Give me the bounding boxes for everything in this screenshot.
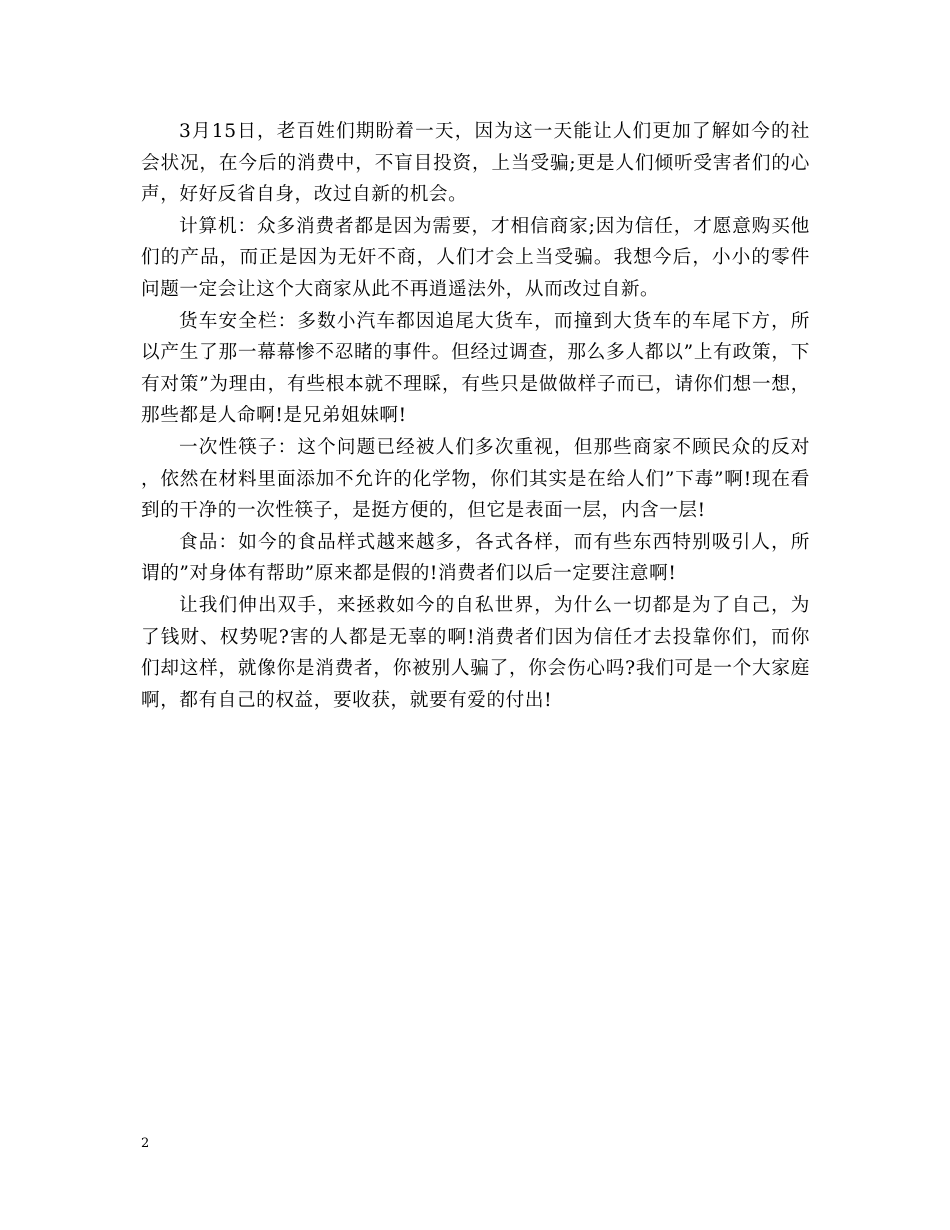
document-body <box>141 116 810 716</box>
paragraph-disposable-chopsticks: 一次性筷子：这个问题已经被人们多次重视，但那些商家不顾民众的反对，依然在材料里面添加不允许的化学物，你们其实是在给人们”下毒”啊!现在看到的干净的一次性筷子，是挺方便的，但它是表面一层，内含一层! <box>141 436 810 522</box>
page-number: 2 <box>141 1136 150 1151</box>
paragraph-conclusion: 让我们伸出双手，来拯救如今的自私世界，为什么一切都是为了自己，为了钱财、权势呢?害的人都是无辜的啊!消费者们因为信任才去投靠你们，而你们却这样，就像你是消费者，你被别人骗了，你会伤心吗?我们可是一个大家庭啊，都有自己的权益，要收获，就要有爱的付出! <box>141 594 810 711</box>
paragraph-food: 食品：如今的食品样式越来越多，各式各样，而有些东西特别吸引人，所谓的”对身体有帮助”原来都是假的!消费者们以后一定要注意啊! <box>141 531 810 585</box>
paragraph-computer: 计算机：众多消费者都是因为需要，才相信商家;因为信任，才愿意购买他们的产品，而正是因为无奸不商，人们才会上当受骗。我想今后，小小的零件问题一定会让这个大商家从此不再逍遥法外，从而改过自新。 <box>141 215 810 300</box>
paragraph-truck-guardrail: 货车安全栏：多数小汽车都因追尾大货车，而撞到大货车的车尾下方，所以产生了那一幕幕惨不忍睹的事件。但经过调查，那么多人都以”上有政策，下有对策”为理由，有些根本就不理睬，有些只是做做样子而已，请你们想一想，那些都是人命啊!是兄弟姐妹啊! <box>141 310 810 427</box>
paragraph-intro: 3月15日，老百姓们期盼着一天，因为这一天能让人们更加了解如今的社会状况，在今后的消费中，不盲目投资，上当受骗;更是人们倾听受害者们的心声，好好反省自身，改过自新的机会。 <box>141 121 810 206</box>
